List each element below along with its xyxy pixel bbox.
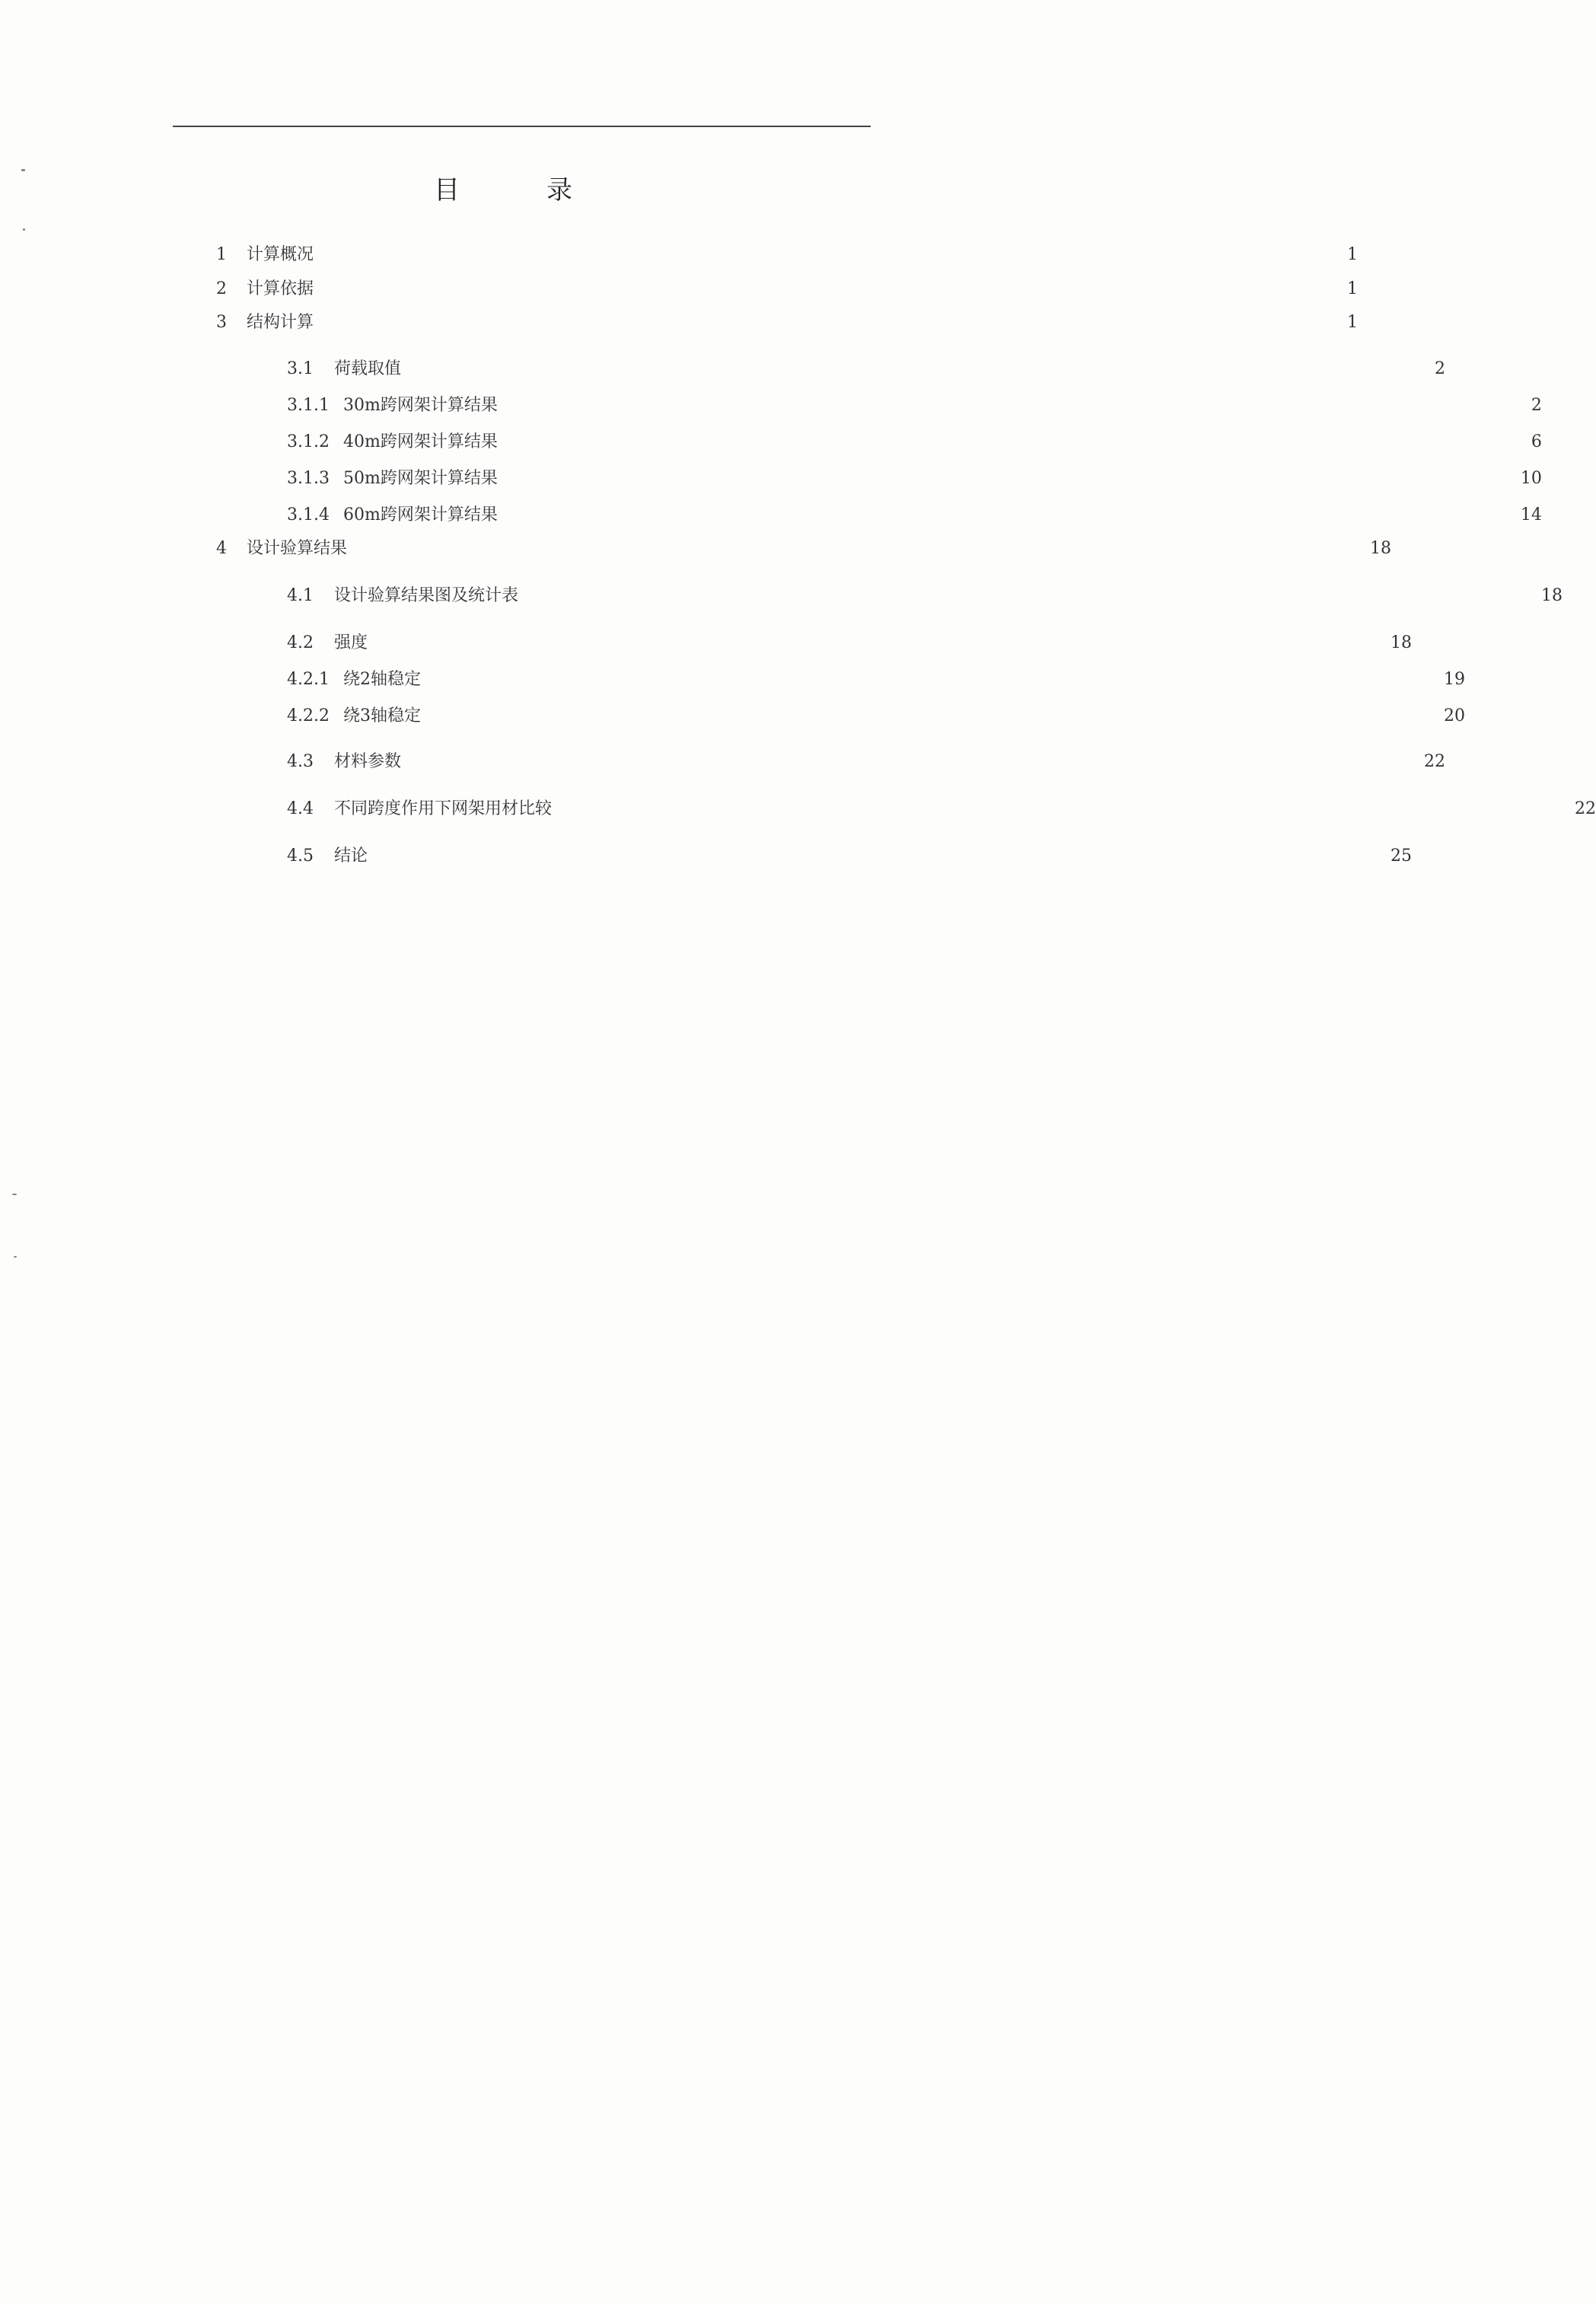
toc-number: 3 [216, 313, 227, 332]
toc-entry[interactable] [216, 276, 1359, 302]
toc-label: 强度 [334, 633, 368, 652]
toc-label: 绕2轴稳定 [343, 670, 421, 689]
toc-entry[interactable] [287, 502, 1542, 528]
toc-entry[interactable] [287, 630, 1413, 656]
scan-speck [14, 1256, 17, 1258]
toc-entry[interactable] [287, 796, 1596, 822]
toc-label: 材料参数 [334, 752, 402, 771]
scan-speck [21, 169, 25, 171]
toc-number: 4.3 [287, 752, 314, 771]
toc-page: 10 [1520, 469, 1542, 488]
toc-label: 结构计算 [247, 313, 314, 332]
toc-label: 绕3轴稳定 [343, 706, 421, 725]
toc-page: 1 [1347, 313, 1359, 332]
toc-entry[interactable] [287, 667, 1465, 693]
toc-number: 4.5 [287, 846, 314, 866]
toc-number: 3.1.3 [287, 469, 330, 488]
toc-page: 18 [1541, 586, 1563, 605]
toc-page: 14 [1520, 505, 1542, 524]
toc-page: 25 [1391, 846, 1413, 866]
toc-label: 设计验算结果图及统计表 [334, 586, 519, 605]
scan-speck [23, 228, 25, 231]
toc-page: 19 [1444, 670, 1465, 689]
toc-page: 20 [1444, 706, 1465, 725]
toc-entry[interactable] [287, 583, 1563, 609]
toc-page: 2 [1531, 396, 1542, 415]
toc-number: 4.1 [287, 586, 314, 605]
toc-number: 1 [216, 245, 227, 264]
toc-label: 60m跨网架计算结果 [343, 505, 498, 524]
toc-entry[interactable] [216, 536, 1392, 562]
toc-number: 4.4 [287, 799, 314, 818]
toc-label: 40m跨网架计算结果 [343, 432, 498, 451]
toc-label: 计算依据 [247, 279, 314, 298]
toc-page: 18 [1370, 539, 1392, 558]
toc-number: 4.2.2 [287, 706, 330, 725]
toc-page: 22 [1424, 752, 1446, 771]
toc-number: 4.2.1 [287, 670, 330, 689]
toc-entry[interactable] [287, 703, 1465, 729]
toc-label: 计算概况 [247, 245, 314, 264]
toc-entry[interactable] [287, 356, 1446, 382]
toc-label: 荷载取值 [334, 359, 402, 378]
toc-page: 1 [1347, 245, 1359, 264]
toc-page: 1 [1347, 279, 1359, 298]
toc-title: 目 录 [434, 175, 603, 206]
toc-label: 30m跨网架计算结果 [343, 396, 498, 415]
toc-number: 3.1 [287, 359, 314, 378]
toc-page: 18 [1391, 633, 1413, 652]
toc-entry[interactable] [287, 466, 1542, 492]
toc-page: 2 [1435, 359, 1446, 378]
scan-speck [12, 1194, 17, 1195]
toc-entry[interactable] [287, 749, 1446, 775]
toc-entry[interactable] [287, 843, 1413, 869]
toc-entry[interactable] [216, 242, 1359, 268]
toc-label: 结论 [334, 846, 368, 866]
toc-entry[interactable] [287, 393, 1542, 419]
toc-page: 6 [1531, 432, 1542, 451]
toc-number: 3.1.2 [287, 432, 330, 451]
toc-entry[interactable] [287, 429, 1542, 455]
toc-label: 不同跨度作用下网架用材比较 [334, 799, 553, 818]
toc-number: 4 [216, 539, 227, 558]
toc-number: 2 [216, 279, 227, 298]
toc-number: 4.2 [287, 633, 314, 652]
toc-number: 3.1.4 [287, 505, 330, 524]
toc-page: 22 [1575, 799, 1596, 818]
toc-label: 50m跨网架计算结果 [343, 469, 498, 488]
toc-entry[interactable] [216, 310, 1359, 336]
header-rule [173, 126, 871, 127]
toc-number: 3.1.1 [287, 396, 330, 415]
toc-label: 设计验算结果 [247, 539, 348, 558]
